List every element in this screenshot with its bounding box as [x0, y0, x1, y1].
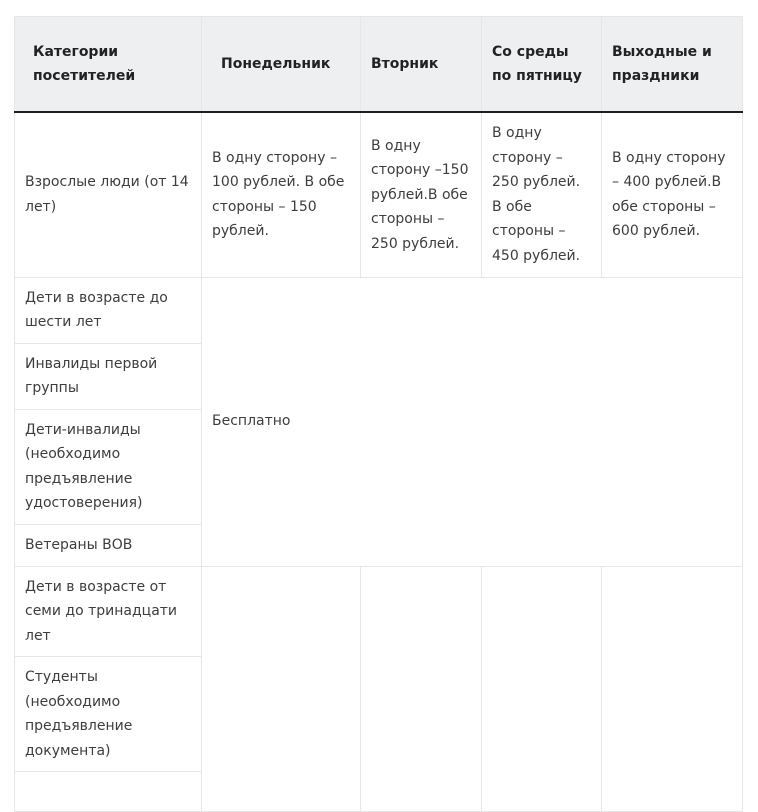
- header-visitor-category: Категории посетителей: [15, 17, 202, 113]
- category-children-under-six: Дети в возрасте до шести лет: [15, 277, 202, 343]
- price-adults-tuesday: В одну сторону –150 рублей.В обе стороны – 250 рублей.: [361, 112, 482, 277]
- table-row-free-1: [15, 277, 743, 343]
- category-students: Студенты (необходимо предъявление документа): [15, 657, 202, 772]
- category-children-seven-thirteen: Дети в возрасте от семи до тринадцати лет: [15, 566, 202, 657]
- table-row-adults: [15, 112, 743, 277]
- header-wednesday-friday: Со среды по пятницу: [482, 17, 602, 113]
- price-discount-wed-fri: [482, 566, 602, 812]
- table-body: [15, 112, 743, 812]
- table-row-discount-1: [15, 566, 743, 657]
- category-wwii-veterans: Ветераны ВОВ: [15, 524, 202, 566]
- category-disabled-first-group: Инвалиды первой группы: [15, 343, 202, 409]
- price-adults-monday: В одну сторону – 100 рублей. В обе стороны – 150 рублей.: [202, 112, 361, 277]
- price-discount-monday: [202, 566, 361, 812]
- header-row: [15, 17, 743, 113]
- price-discount-weekend: [602, 566, 743, 812]
- ticket-price-table: [14, 16, 743, 812]
- category-cut-off: [15, 772, 202, 812]
- table-header: [15, 17, 743, 113]
- price-adults-weekend: В одну сторону – 400 рублей.В обе стороны – 600 рублей.: [602, 112, 743, 277]
- category-adults: Взрослые люди (от 14 лет): [15, 112, 202, 277]
- price-discount-tuesday: [361, 566, 482, 812]
- category-disabled-children: Дети-инвалиды (необходимо предъявление удостоверения): [15, 409, 202, 524]
- price-free: Бесплатно: [202, 277, 743, 566]
- header-monday: Понедельник: [202, 17, 361, 113]
- header-tuesday: Вторник: [361, 17, 482, 113]
- price-adults-wed-fri: В одну сторону – 250 рублей. В обе стороны – 450 рублей.: [482, 112, 602, 277]
- header-weekend-holidays: Выходные и праздники: [602, 17, 743, 113]
